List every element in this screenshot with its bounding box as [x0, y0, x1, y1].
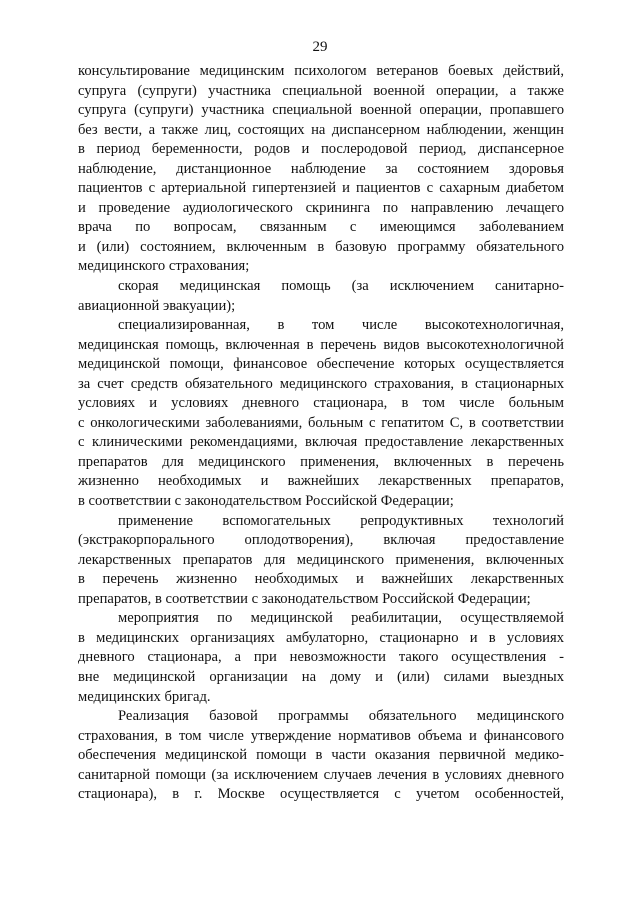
- body-text: [78, 62, 564, 805]
- text-line: стационара), в г. Москве осуществляется с учетом особенностей,: [78, 786, 564, 803]
- text-line: авиационной эвакуации);: [78, 297, 236, 314]
- text-line: применение вспомогательных репродуктивных технологий: [118, 512, 564, 529]
- text-line: и (или) состоянием, включенным в базовую программу обязательного: [78, 238, 564, 255]
- text-line: обеспечения медицинской помощи в части оказания первичной медико-: [78, 747, 564, 764]
- text-line: (экстракорпорального оплодотворения), включая предоставление: [78, 532, 564, 549]
- text-line: специализированная, в том числе высокотехнологичная,: [118, 317, 564, 334]
- text-line: препаратов, в соответствии с законодательством Российской Федерации;: [78, 590, 531, 607]
- text-line: медицинская помощь, включенная в перечень видов высокотехнологичной: [78, 336, 564, 353]
- text-line: жизненно необходимых и важнейших лекарственных препаратов,: [78, 473, 564, 490]
- text-line: врача по вопросам, связанным с имеющимся заболеванием: [78, 219, 564, 236]
- text-line: супруга (супруги) участника специальной военной операции, пропавшего: [78, 102, 564, 119]
- text-line: Реализация базовой программы обязательного медицинского: [118, 708, 564, 725]
- text-line: с клиническими рекомендациями, включая предоставление лекарственных: [78, 434, 564, 451]
- text-line: мероприятия по медицинской реабилитации, осуществляемой: [118, 610, 564, 627]
- page-number: 29: [312, 39, 328, 55]
- text-line: пациентов с артериальной гипертензией и пациентов с сахарным диабетом: [78, 180, 564, 197]
- text-line: в соответствии с законодательством Российской Федерации;: [78, 493, 454, 510]
- text-line: наблюдение, дистанционное наблюдение за состоянием здоровья: [78, 160, 564, 177]
- text-line: медицинских бригад.: [78, 688, 211, 705]
- text-line: без вести, а также лиц, состоящих на диспансерном наблюдении, женщин: [78, 121, 564, 138]
- text-line: супруга (супруги) участника специальной военной операции, а также: [78, 82, 564, 99]
- text-line: страхования, в том числе утверждение нормативов объема и финансового: [78, 727, 564, 744]
- text-line: и проведение аудиологического скрининга по направлению лечащего: [78, 199, 564, 216]
- text-line: препаратов для медицинского применения, включенных в перечень: [78, 453, 564, 470]
- text-line: скорая медицинская помощь (за исключением санитарно-: [118, 278, 564, 295]
- text-line: консультирование медицинским психологом ветеранов боевых действий,: [78, 63, 564, 79]
- text-line: за счет средств обязательного медицинского страхования, в стационарных: [78, 375, 564, 392]
- text-line: санитарной помощи (за исключением случаев лечения в условиях дневного: [78, 766, 564, 783]
- text-line: с онкологическими заболеваниями, больным с гепатитом С, в соответствии: [78, 414, 564, 431]
- text-line: дневного стационара, а при невозможности такого осуществления -: [78, 649, 564, 666]
- text-line: в перечень жизненно необходимых и важнейших лекарственных: [78, 571, 564, 588]
- text-line: в период беременности, родов и послеродовой период, диспансерное: [78, 141, 564, 158]
- text-line: в медицинских организациях амбулаторно, стационарно и в условиях: [78, 629, 564, 646]
- text-line: медицинского страхования;: [78, 258, 250, 275]
- text-line: лекарственных препаратов для медицинского применения, включенных: [78, 551, 564, 568]
- text-line: вне медицинской организации на дому и (или) силами выездных: [78, 668, 564, 685]
- text-line: медицинской помощи, финансовое обеспечение которых осуществляется: [78, 356, 564, 373]
- text-line: условиях и условиях дневного стационара, в том числе больным: [78, 395, 564, 412]
